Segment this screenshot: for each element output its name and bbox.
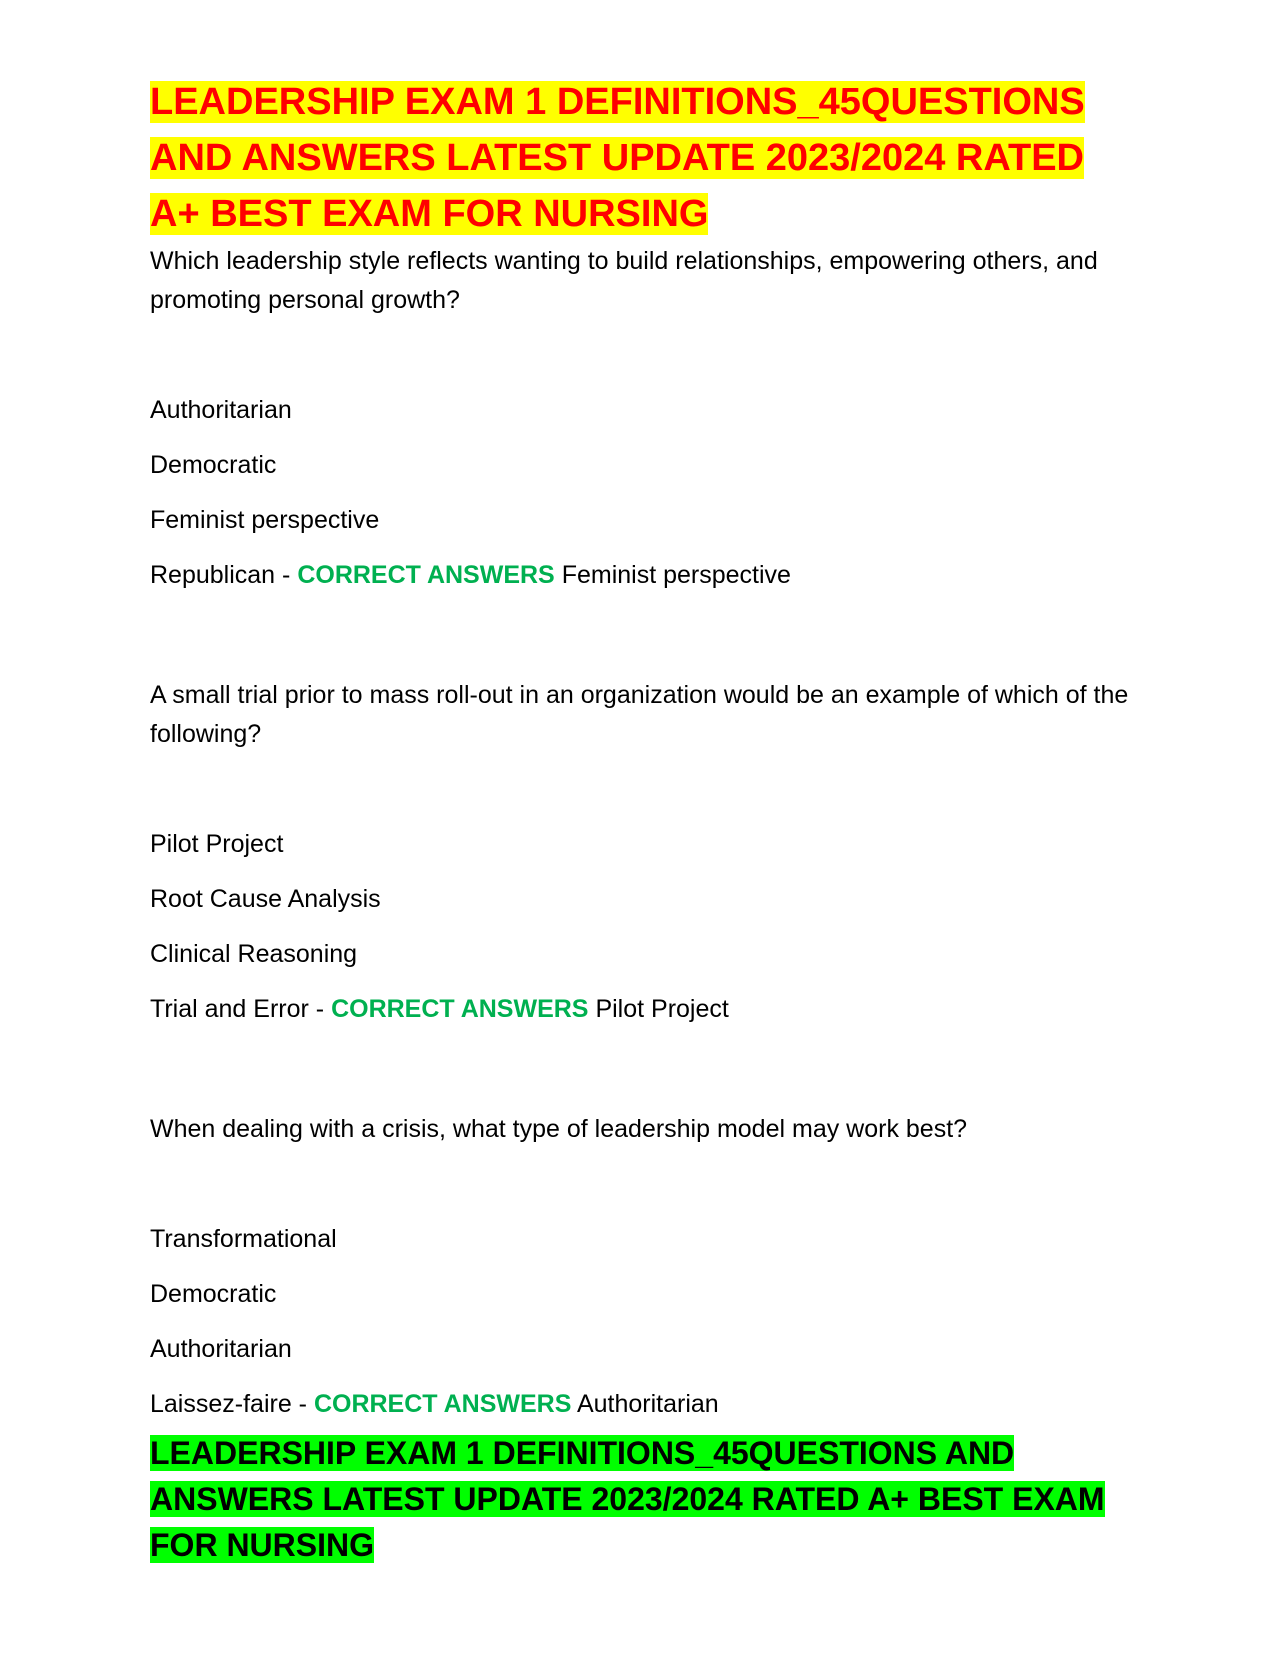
correct-answers-label: CORRECT ANSWERS: [313, 1390, 572, 1418]
question-text: Which leadership style reflects wanting to build relationships, empowering others, and promoting personal growth?: [150, 247, 1098, 314]
footer-title: [150, 1430, 1140, 1568]
document-title: [150, 74, 1140, 242]
option-item: Root Cause Analysis: [150, 885, 381, 913]
footer-title-text: LEADERSHIP EXAM 1 DEFINITIONS_45QUESTIONS AND ANSWERS LATEST UPDATE 2023/2024 RATED A+ BEST EXAM FOR NURSING: [150, 1435, 1105, 1563]
question-block-3: [150, 1110, 1140, 1424]
question-text: When dealing with a crisis, what type of leadership model may work best?: [150, 1115, 968, 1143]
option-item-last: [150, 1385, 1140, 1424]
correct-answer-value: Pilot Project: [595, 995, 729, 1023]
option-item-last: [150, 990, 1140, 1029]
option-item: Democratic: [150, 451, 277, 479]
option-item: Democratic: [150, 1280, 277, 1308]
correct-answers-label: CORRECT ANSWERS: [331, 995, 589, 1023]
option-item: Authoritarian: [150, 396, 292, 424]
option-item: Pilot Project: [150, 830, 284, 858]
option-item: Clinical Reasoning: [150, 940, 358, 968]
option-item: Authoritarian: [150, 1335, 292, 1363]
option-text: Trial and Error -: [150, 995, 325, 1023]
correct-answer-value: Authoritarian: [576, 1390, 719, 1418]
document-title-text: LEADERSHIP EXAM 1 DEFINITIONS_45QUESTIONS AND ANSWERS LATEST UPDATE 2023/2024 RATED A+ BEST EXAM FOR NURSING: [150, 81, 1085, 235]
option-text: Republican -: [150, 561, 291, 589]
option-item: Transformational: [150, 1225, 337, 1253]
question-text: A small trial prior to mass roll-out in an organization would be an example of which of the following?: [150, 681, 1129, 748]
question-block-1: [150, 242, 1140, 595]
option-text: Laissez-faire -: [150, 1390, 307, 1418]
question-block-2: [150, 676, 1140, 1029]
option-item-last: [150, 556, 1140, 595]
document-content: [150, 74, 1140, 1568]
correct-answer-value: Feminist perspective: [561, 561, 791, 589]
option-item: Feminist perspective: [150, 506, 380, 534]
correct-answers-label: CORRECT ANSWERS: [297, 561, 555, 589]
